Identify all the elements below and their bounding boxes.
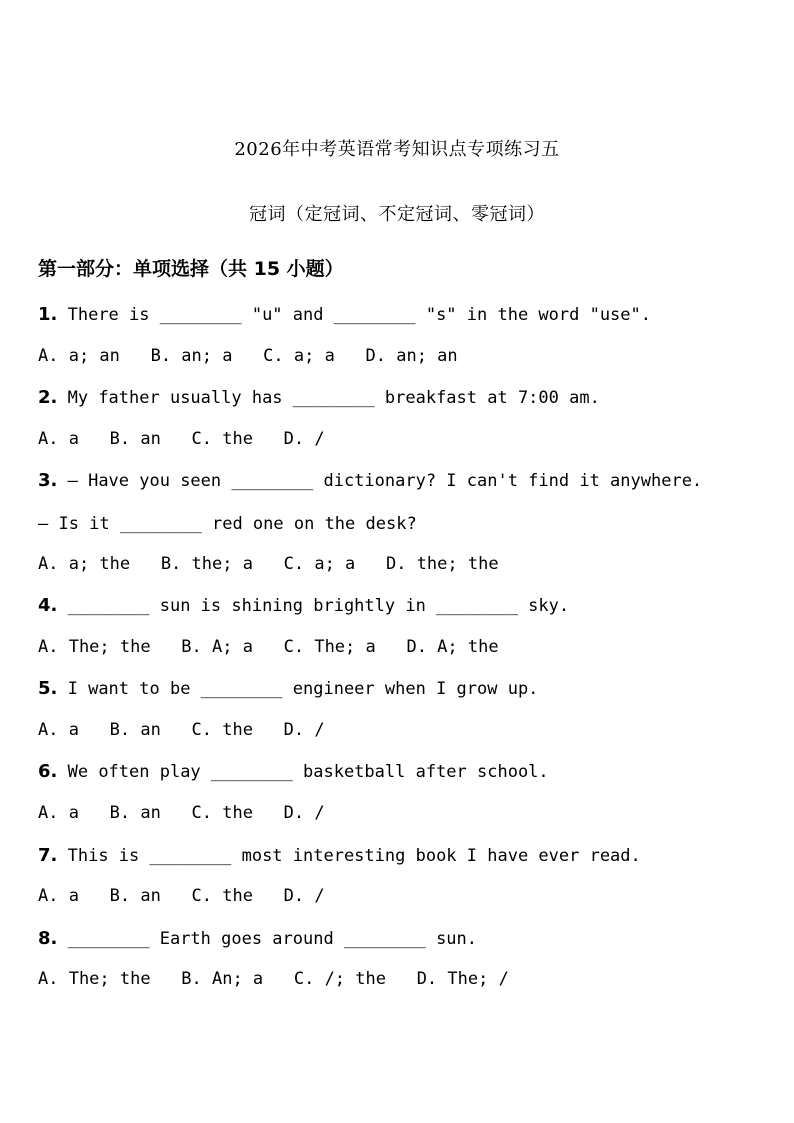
question-number: 7. [38, 845, 58, 866]
question-4 [38, 595, 569, 616]
question-number: 3. [38, 470, 58, 491]
question-8-options: A. The; the B. An; a C. /; the D. The; / [38, 969, 509, 989]
section-heading: 第一部分：单项选择（共 15 小题） [38, 258, 344, 280]
question-number: 6. [38, 761, 58, 782]
question-number: 1. [38, 304, 58, 325]
question-text: ________ Earth goes around ________ sun. [57, 929, 478, 949]
question-7-options: A. a B. an C. the D. / [38, 886, 325, 906]
question-8 [38, 928, 477, 949]
question-2 [38, 387, 600, 408]
question-3-line-2: — Is it ________ red one on the desk? [38, 514, 417, 534]
question-text: ________ sun is shining brightly in ________ sky. [57, 596, 570, 616]
question-5-options: A. a B. an C. the D. / [38, 720, 325, 740]
question-text: I want to be ________ engineer when I grow up. [57, 679, 539, 699]
worksheet-title: 2026年中考英语常考知识点专项练习五 [234, 139, 560, 160]
question-4-options: A. The; the B. A; a C. The; a D. A; the [38, 637, 499, 657]
question-7 [38, 845, 641, 866]
question-3-options: A. a; the B. the; a C. a; a D. the; the [38, 554, 499, 574]
question-1-options: A. a; an B. an; a C. a; a D. an; an [38, 346, 458, 366]
question-2-options: A. a B. an C. the D. / [38, 429, 325, 449]
question-number: 5. [38, 678, 58, 699]
question-5 [38, 678, 538, 699]
question-number: 4. [38, 595, 58, 616]
question-1 [38, 304, 651, 325]
question-6-options: A. a B. an C. the D. / [38, 803, 325, 823]
question-3 [38, 470, 702, 491]
question-text: We often play ________ basketball after school. [57, 762, 549, 782]
worksheet-subtitle: 冠词（定冠词、不定冠词、零冠词） [249, 204, 545, 225]
question-number: 2. [38, 387, 58, 408]
question-number: 8. [38, 928, 58, 949]
question-text: My father usually has ________ breakfast at 7:00 am. [57, 388, 600, 408]
question-text: There is ________ "u" and ________ "s" in the word "use". [57, 305, 651, 325]
question-6 [38, 761, 549, 782]
question-text: This is ________ most interesting book I have ever read. [57, 846, 641, 866]
question-text: — Have you seen ________ dictionary? I can't find it anywhere. [57, 471, 703, 491]
